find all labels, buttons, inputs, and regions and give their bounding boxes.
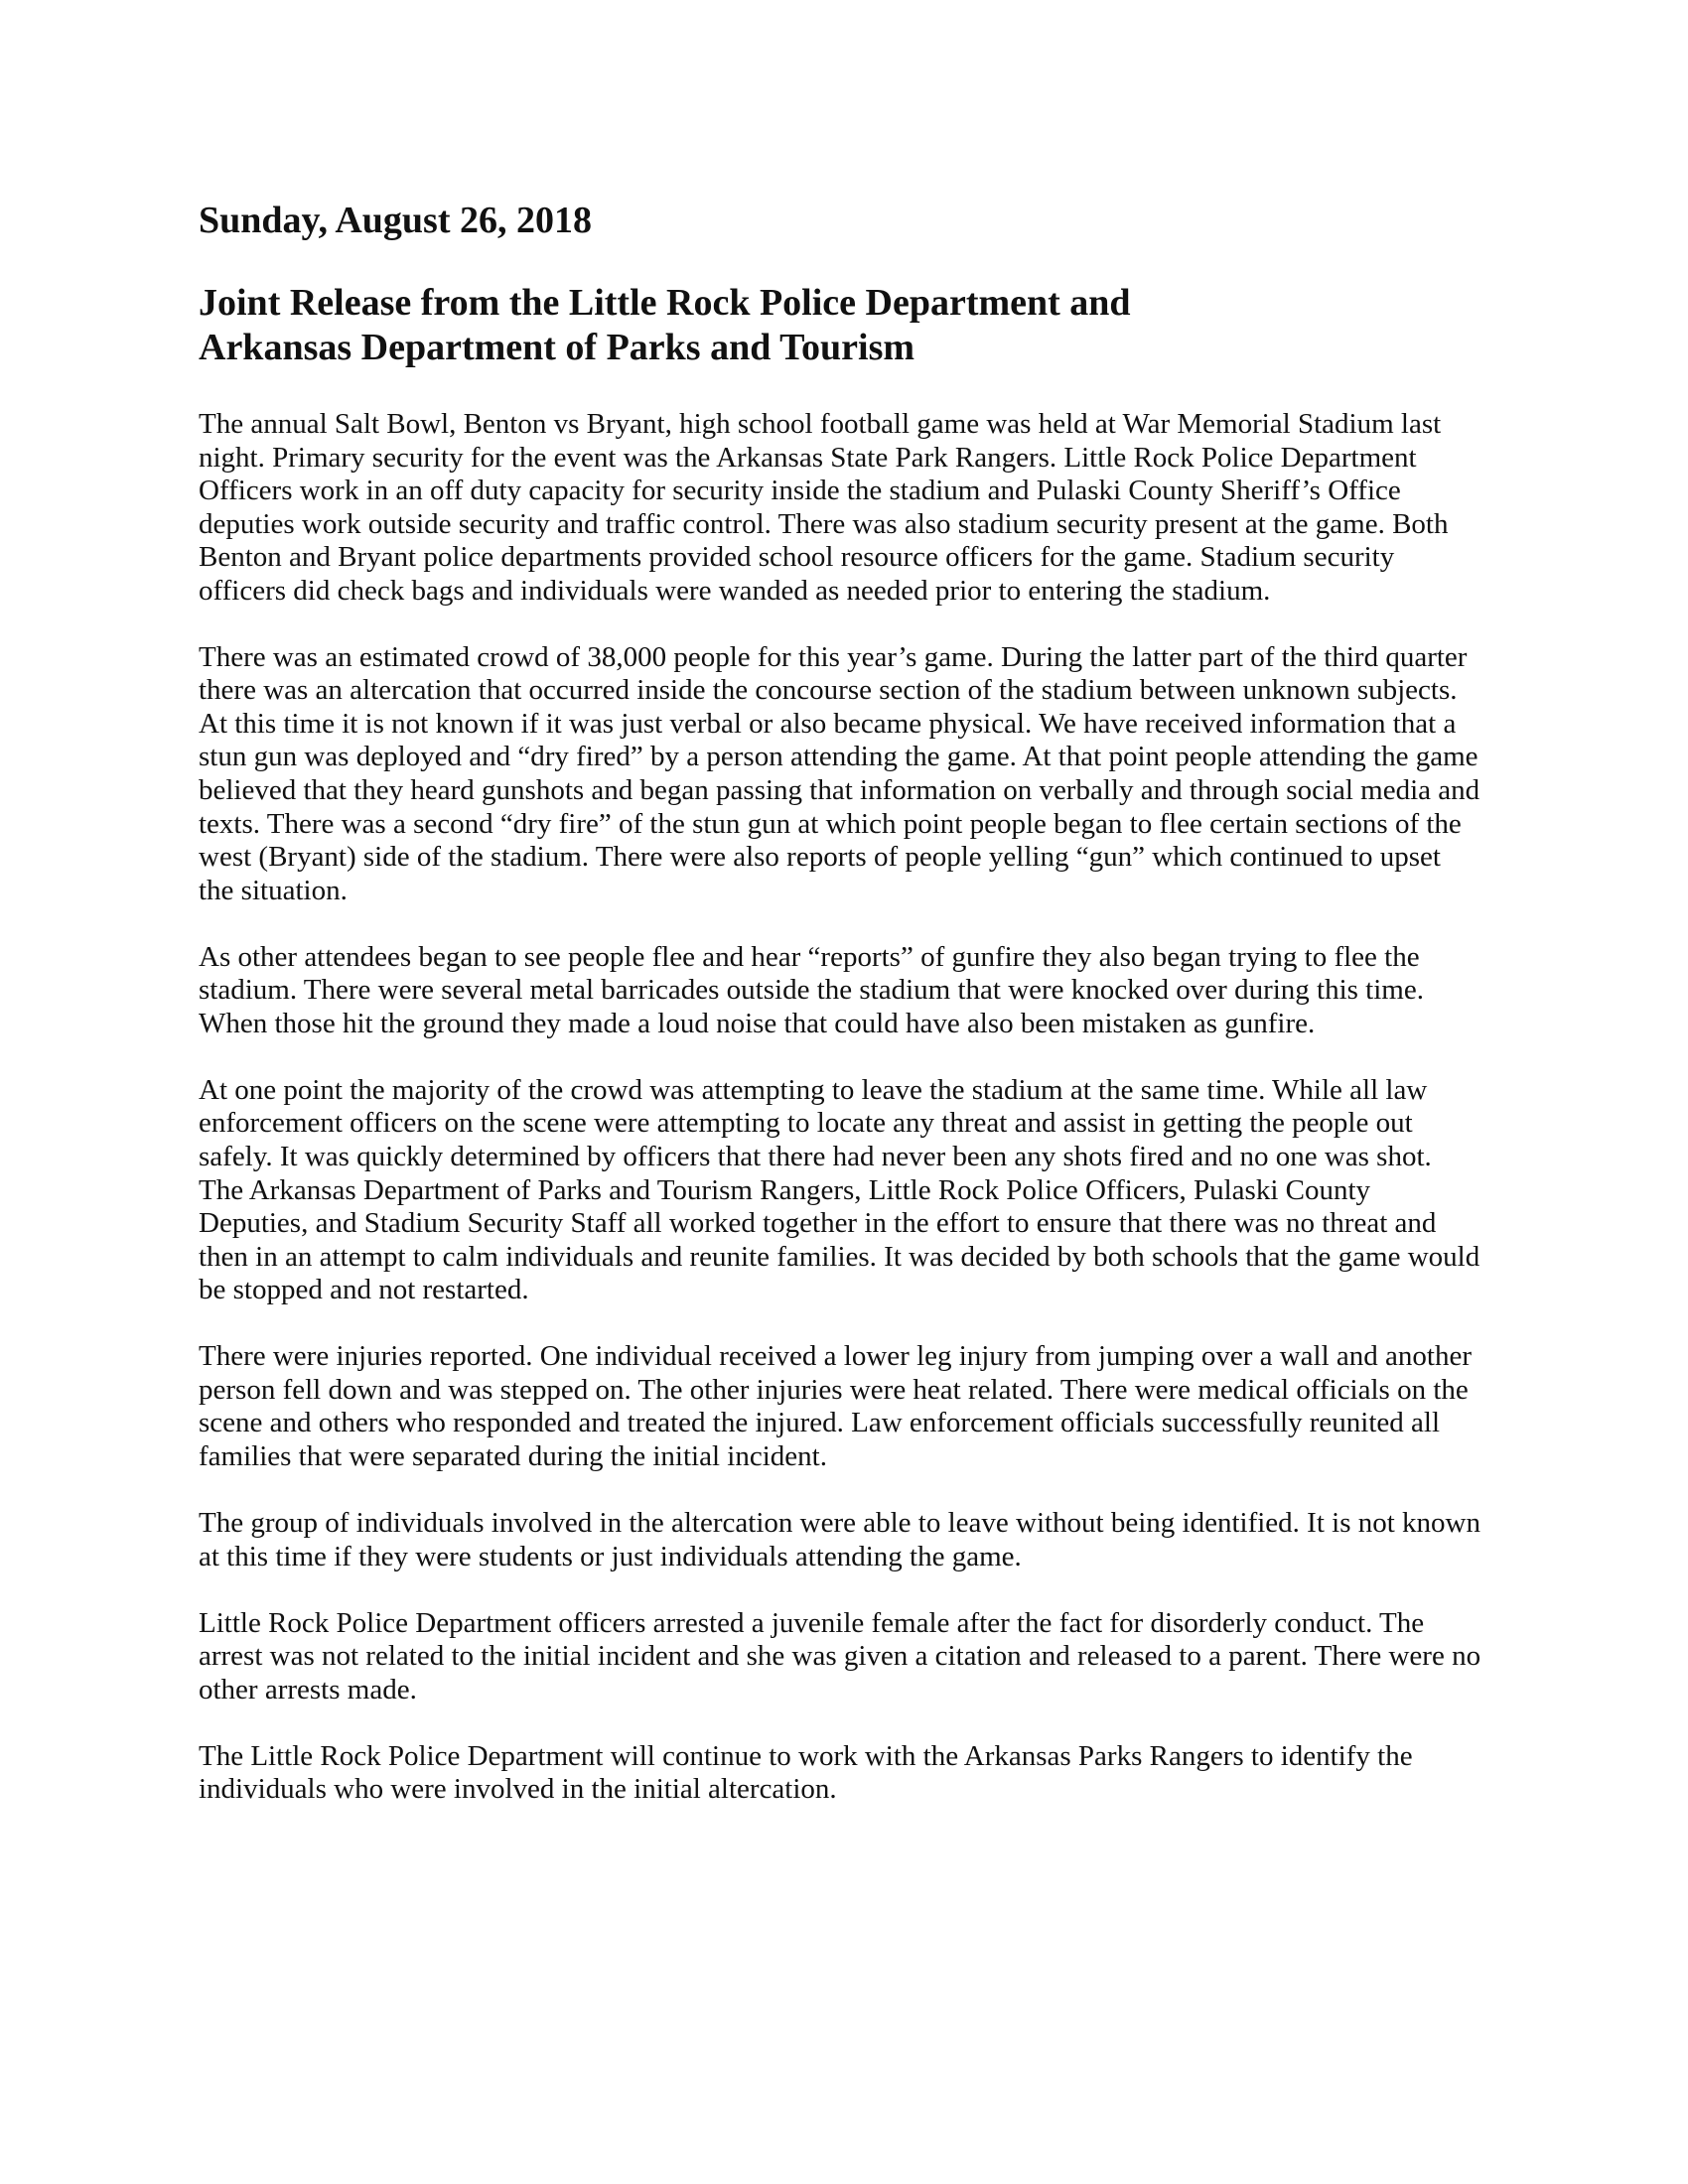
text-line: There was an estimated crowd of 38,000 people for this year’s game. During the latter part of the third quarter: [199, 640, 1468, 673]
release-title: [199, 281, 1131, 370]
text-line: Deputies, and Stadium Security Staff all worked together in the effort to ensure that there was no threat and: [199, 1207, 1437, 1240]
text-line: As other attendees began to see people flee and hear “reports” of gunfire they also began trying to flee the: [199, 940, 1420, 973]
paragraph-unidentified-group: [199, 1507, 1509, 1573]
text-line: other arrests made.: [199, 1673, 417, 1706]
text-line: At one point the majority of the crowd was attempting to leave the stadium at the same time. While all law: [199, 1073, 1428, 1106]
paragraph-arrests: [199, 1607, 1509, 1707]
text-line: enforcement officers on the scene were attempting to locate any threat and assist in getting the people out: [199, 1107, 1413, 1140]
text-line: there was an altercation that occurred inside the concourse section of the stadium between unknown subjects.: [199, 674, 1458, 707]
text-line: families that were separated during the initial incident.: [199, 1439, 827, 1472]
text-line: west (Bryant) side of the stadium. There were also reports of people yelling “gun” which continued to upset: [199, 841, 1441, 874]
text-line: texts. There was a second “dry fire” of the stun gun at which point people began to flee certain sections of the: [199, 807, 1462, 840]
text-line: individuals who were involved in the initial altercation.: [199, 1773, 837, 1806]
text-line: stadium. There were several metal barricades outside the stadium that were knocked over during this time.: [199, 974, 1424, 1007]
text-line: The annual Salt Bowl, Benton vs Bryant, high school football game was held at War Memorial Stadium last: [199, 408, 1442, 440]
text-line: at this time if they were students or just individuals attending the game.: [199, 1540, 1022, 1572]
text-line: safely. It was quickly determined by officers that there had never been any shots fired and no one was shot.: [199, 1141, 1432, 1173]
paragraph-evacuation: [199, 1074, 1509, 1307]
paragraph-altercation: [199, 641, 1509, 907]
title-line: Arkansas Department of Parks and Tourism: [199, 327, 915, 368]
text-line: night. Primary security for the event was the Arkansas State Park Rangers. Little Rock Police Department: [199, 441, 1417, 474]
text-line: Officers work in an off duty capacity for security inside the stadium and Pulaski County Sheriff’s Office: [199, 475, 1401, 507]
title-line: Joint Release from the Little Rock Police Department and: [199, 282, 1131, 324]
release-body: [199, 408, 1509, 1841]
text-line: There were injuries reported. One individual received a lower leg injury from jumping over a wall and another: [199, 1340, 1472, 1373]
text-line: arrest was not related to the initial incident and she was given a citation and released to a parent. There were no: [199, 1640, 1481, 1673]
paragraph-barricades: [199, 941, 1509, 1041]
paragraph-injuries: [199, 1340, 1509, 1473]
text-line: Little Rock Police Department officers arrested a juvenile female after the fact for disorderly conduct. The: [199, 1606, 1425, 1639]
paragraph-follow-up: [199, 1740, 1509, 1807]
text-line: officers did check bags and individuals were wanded as needed prior to entering the stadium.: [199, 574, 1271, 607]
text-line: The Little Rock Police Department will continue to work with the Arkansas Parks Rangers to identify the: [199, 1739, 1413, 1772]
text-line: stun gun was deployed and “dry fired” by a person attending the game. At that point people attending the game: [199, 741, 1478, 773]
paragraph-security-overview: [199, 408, 1509, 608]
text-line: Benton and Bryant police departments provided school resource officers for the game. Stadium security: [199, 541, 1395, 574]
text-line: person fell down and was stepped on. The other injuries were heat related. There were medical officials on the: [199, 1373, 1469, 1406]
text-line: At this time it is not known if it was just verbal or also became physical. We have received information that a: [199, 707, 1457, 740]
text-line: deputies work outside security and traffic control. There was also stadium security present at the game. Both: [199, 507, 1449, 540]
text-line: The Arkansas Department of Parks and Tourism Rangers, Little Rock Police Officers, Pulaski County: [199, 1173, 1371, 1206]
text-line: be stopped and not restarted.: [199, 1274, 529, 1306]
release-date: Sunday, August 26, 2018: [199, 200, 592, 241]
text-line: the situation.: [199, 874, 348, 906]
text-line: The group of individuals involved in the altercation were able to leave without being identified. It is not known: [199, 1507, 1480, 1540]
text-line: then in an attempt to calm individuals and reunite families. It was decided by both schools that the game would: [199, 1240, 1480, 1273]
text-line: believed that they heard gunshots and began passing that information on verbally and through social media and: [199, 774, 1480, 807]
text-line: scene and others who responded and treated the injured. Law enforcement officials successfully reunited all: [199, 1407, 1441, 1439]
text-line: When those hit the ground they made a loud noise that could have also been mistaken as gunfire.: [199, 1007, 1316, 1039]
